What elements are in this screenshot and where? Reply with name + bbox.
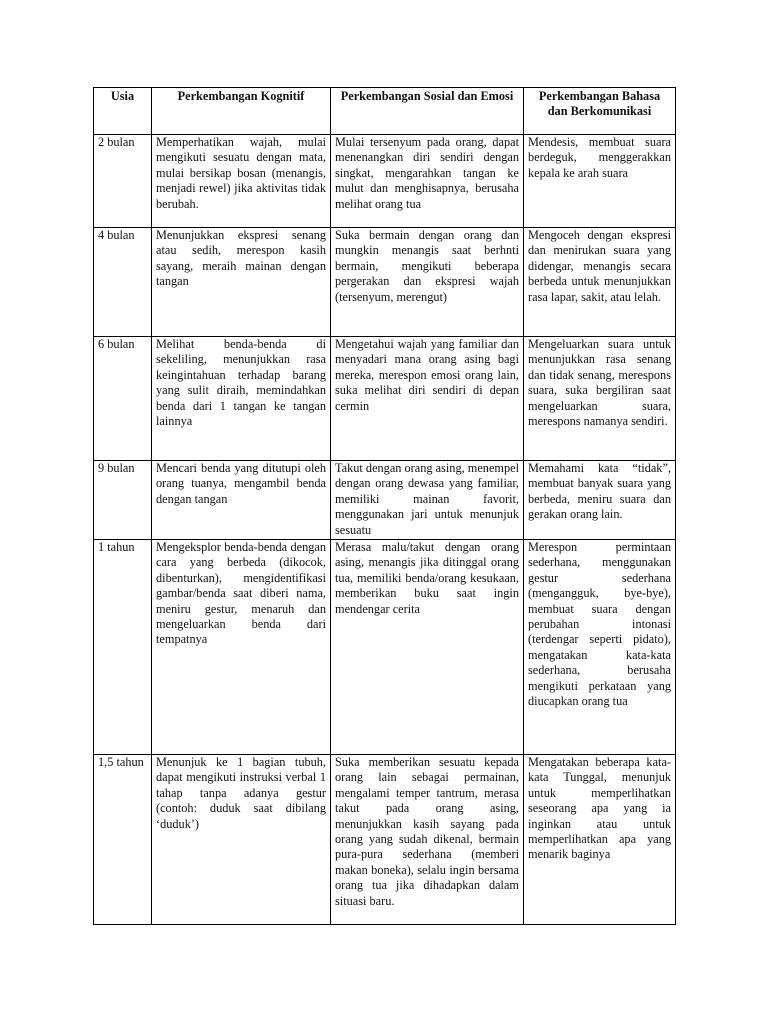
cognitive-cell: Menunjuk ke 1 bagian tubuh, dapat mengikuti instruksi verbal 1 tahap tanpa adanya gestur (contoh: duduk saat dibilang ‘duduk’) [152, 755, 331, 925]
header-language-communication: Perkembangan Bahasa dan Berkomunikasi [524, 88, 676, 135]
social-cell: Suka bermain dengan orang dan mungkin menangis saat berhnti bermain, mengikuti beberapa pergerakan dan ekspresi wajah (tersenyum, merengut) [331, 228, 524, 337]
table-row [94, 461, 676, 540]
header-age: Usia [94, 88, 152, 135]
social-cell: Takut dengan orang asing, menempel dengan orang dewasa yang familiar, memiliki mainan favorit, menggunakan jari untuk menunjuk sesuatu [331, 461, 524, 540]
table-header-row [94, 88, 676, 135]
age-cell: 1 tahun [94, 540, 152, 755]
age-cell: 2 bulan [94, 135, 152, 228]
cognitive-cell: Mengeksplor benda-benda dengan cara yang berbeda (dikocok, dibenturkan), mengidentifikasi gambar/benda saat diberi nama, meniru gestur, menaruh dan mengeluarkan benda dari tempatnya [152, 540, 331, 755]
table-row [94, 337, 676, 461]
social-cell: Mulai tersenyum pada orang, dapat menenangkan diri sendiri dengan singkat, mengarahkan tangan ke mulut dan menghisapnya, berusaha melihat orang tua [331, 135, 524, 228]
cognitive-cell: Melihat benda-benda di sekeliling, menunjukkan rasa keingintahuan terhadap barang yang sulit diraih, memindahkan benda dari 1 tangan ke tangan lainnya [152, 337, 331, 461]
social-cell: Mengetahui wajah yang familiar dan menyadari mana orang asing bagi mereka, merespon emosi orang lain, suka melihat diri sendiri di depan cermin [331, 337, 524, 461]
table-row [94, 135, 676, 228]
age-cell: 9 bulan [94, 461, 152, 540]
social-cell: Merasa malu/takut dengan orang asing, menangis jika ditinggal orang tua, memiliki benda/orang kesukaan, memberikan buku saat ingin mendengar cerita [331, 540, 524, 755]
language-cell: Mengatakan beberapa kata-kata Tunggal, menunjuk untuk memperlihatkan seseorang apa yang ia inginkan atau untuk memperlihatkan apa yang menarik baginya [524, 755, 676, 925]
cognitive-cell: Menunjukkan ekspresi senang atau sedih, merespon kasih sayang, meraih mainan dengan tangan [152, 228, 331, 337]
header-social-emotional: Perkembangan Sosial dan Emosi [331, 88, 524, 135]
header-cognitive: Perkembangan Kognitif [152, 88, 331, 135]
table-row [94, 540, 676, 755]
language-cell: Mendesis, membuat suara berdeguk, menggerakkan kepala ke arah suara [524, 135, 676, 228]
age-cell: 6 bulan [94, 337, 152, 461]
social-cell: Suka memberikan sesuatu kepada orang lain sebagai permainan, mengalami temper tantrum, merasa takut pada orang asing, menunjukkan kasih sayang pada orang yang sudah dikenal, bermain pura-pura sederhana (memberi makan boneka), selalu ingin bersama orang tua jika dihadapkan dalam situasi baru. [331, 755, 524, 925]
cognitive-cell: Memperhatikan wajah, mulai mengikuti sesuatu dengan mata, mulai bersikap bosan (menangis, menjadi rewel) jika aktivitas tidak berubah. [152, 135, 331, 228]
language-cell: Merespon permintaan sederhana, menggunakan gestur sederhana (mengangguk, bye-bye), membuat suara dengan perubahan intonasi (terdengar seperti pidato), mengatakan kata-kata sederhana, berusaha mengikuti perkataan yang diucapkan orang tua [524, 540, 676, 755]
age-cell: 1,5 tahun [94, 755, 152, 925]
table-row [94, 755, 676, 925]
language-cell: Mengoceh dengan ekspresi dan menirukan suara yang didengar, menangis secara berbeda untuk menunjukkan rasa lapar, sakit, atau lelah. [524, 228, 676, 337]
table-row [94, 228, 676, 337]
language-cell: Memahami kata “tidak”, membuat banyak suara yang berbeda, meniru suara dan gerakan orang lain. [524, 461, 676, 540]
age-cell: 4 bulan [94, 228, 152, 337]
language-cell: Mengeluarkan suara untuk menunjukkan rasa senang dan tidak senang, merespons suara, suka bergiliran saat mengeluarkan suara, merespons namanya sendiri. [524, 337, 676, 461]
development-milestones-table [93, 87, 676, 925]
cognitive-cell: Mencari benda yang ditutupi oleh orang tuanya, mengambil benda dengan tangan [152, 461, 331, 540]
